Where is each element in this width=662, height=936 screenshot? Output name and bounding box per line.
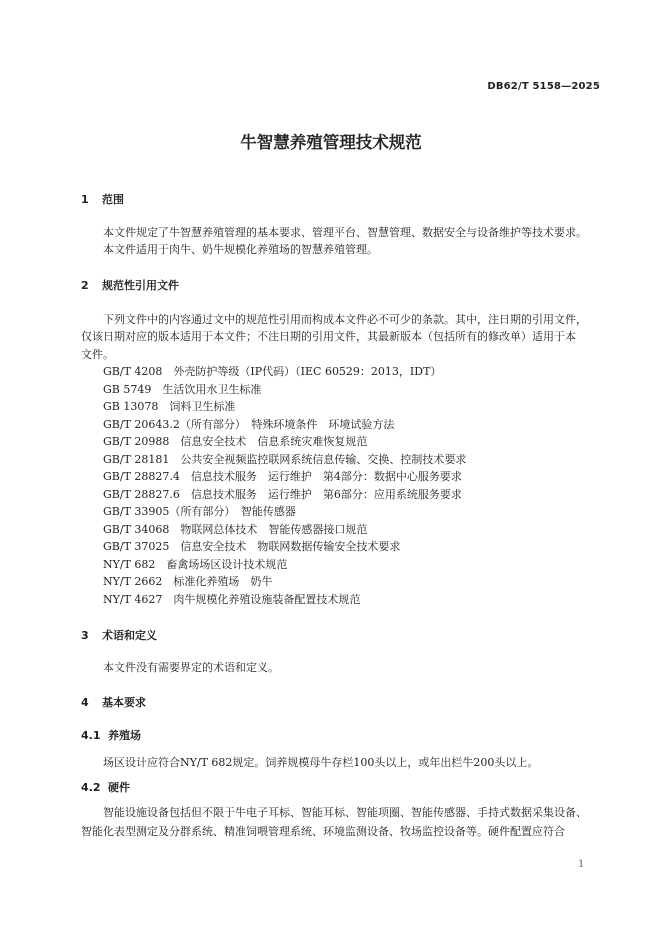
reference-title: 畜禽场场区设计技术规范 xyxy=(166,558,288,571)
reference-item xyxy=(103,591,360,607)
section-3-heading xyxy=(81,627,157,643)
reference-code: NY/T 4627 xyxy=(103,593,163,606)
reference-item xyxy=(103,556,287,572)
reference-item xyxy=(103,363,441,379)
reference-title: 生活饮用水卫生标准 xyxy=(162,383,262,396)
paragraph: 本文件没有需要界定的术语和定义。 xyxy=(103,661,279,674)
reference-code: GB/T 37025 xyxy=(103,540,170,553)
reference-title: 信息安全技术 信息系统灾难恢复规范 xyxy=(180,435,368,448)
section-number: 1 xyxy=(81,193,89,206)
section-number: 3 xyxy=(81,629,89,642)
reference-item xyxy=(103,416,394,432)
reference-code: GB/T 20643.2（所有部分） xyxy=(103,418,241,431)
reference-code: NY/T 2662 xyxy=(103,575,163,588)
reference-title: 信息技术服务 运行维护 第4部分：数据中心服务要求 xyxy=(190,470,462,483)
paragraph: 本文件适用于肉牛、奶牛规模化养殖场的智慧养殖管理。 xyxy=(103,243,378,256)
reference-item xyxy=(103,486,462,502)
reference-code: GB/T 28827.4 xyxy=(103,470,180,483)
reference-code: GB/T 34068 xyxy=(103,523,170,536)
section-title: 术语和定义 xyxy=(102,629,157,642)
paragraph: 场区设计应符合NY/T 682规定。饲养规模母牛存栏100头以上，或年出栏牛200头以上。 xyxy=(103,756,539,769)
reference-item xyxy=(103,433,367,449)
reference-title: 公共安全视频监控联网系统信息传输、交换、控制技术要求 xyxy=(180,453,467,466)
section-title: 基本要求 xyxy=(102,696,146,709)
reference-code: GB/T 28181 xyxy=(103,453,170,466)
reference-item xyxy=(103,468,462,484)
section-number: 2 xyxy=(81,279,89,292)
paragraph: 本文件规定了牛智慧养殖管理的基本要求、管理平台、智慧管理、数据安全与设备维护等技术要求。 xyxy=(103,226,587,239)
reference-title: 外壳防护等级（IP代码）（IEC 60529：2013，IDT） xyxy=(173,365,442,378)
section-2-heading xyxy=(81,277,179,293)
reference-item xyxy=(103,538,400,554)
section-number: 4.2 xyxy=(81,781,101,794)
reference-item xyxy=(103,521,367,537)
reference-item xyxy=(103,381,261,397)
reference-code: GB/T 28827.6 xyxy=(103,488,180,501)
paragraph-line: 下列文件中的内容通过文中的规范性引用而构成本文件必不可少的条款。其中，注日期的引用文件， xyxy=(103,313,587,326)
paragraph-line: 仅该日期对应的版本适用于本文件；不注日期的引用文件，其最新版本（包括所有的修改单）适用于本 xyxy=(81,330,576,343)
paragraph-line: 智能化表型测定及分群系统、精准饲喂管理系统、环境监测设备、牧场监控设备等。硬件配置应符合 xyxy=(81,825,565,838)
reference-item xyxy=(103,451,466,467)
reference-title: 智能传感器 xyxy=(240,505,296,518)
reference-code: GB/T 33905（所有部分） xyxy=(103,505,230,518)
reference-code: GB/T 4208 xyxy=(103,365,163,378)
page-number: 1 xyxy=(578,859,585,870)
reference-item xyxy=(103,398,235,414)
section-title: 养殖场 xyxy=(108,729,141,742)
section-4-2-heading xyxy=(81,779,130,795)
section-title: 规范性引用文件 xyxy=(102,279,179,292)
reference-title: 信息安全技术 物联网数据传输安全技术要求 xyxy=(180,540,401,553)
section-title: 范围 xyxy=(102,193,124,206)
section-number: 4.1 xyxy=(81,729,101,742)
reference-code: GB 5749 xyxy=(103,383,152,396)
reference-title: 物联网总体技术 智能传感器接口规范 xyxy=(180,523,368,536)
document-title: 牛智慧养殖管理技术规范 xyxy=(240,133,422,152)
reference-title: 饲料卫生标准 xyxy=(169,400,236,413)
section-4-heading xyxy=(81,694,146,710)
section-title: 硬件 xyxy=(108,781,130,794)
reference-item xyxy=(103,503,296,519)
reference-code: NY/T 682 xyxy=(103,558,156,571)
reference-title: 信息技术服务 运行维护 第6部分：应用系统服务要求 xyxy=(190,488,462,501)
reference-title: 特殊环境条件 环境试验方法 xyxy=(251,418,395,431)
paragraph-line: 智能设施设备包括但不限于牛电子耳标、智能耳标、智能项圈、智能传感器、手持式数据采集设备、 xyxy=(103,806,587,819)
reference-title: 标准化养殖场 奶牛 xyxy=(173,575,273,588)
paragraph-line: 文件。 xyxy=(81,348,114,361)
reference-code: GB/T 20988 xyxy=(103,435,170,448)
section-number: 4 xyxy=(81,696,89,709)
reference-code: GB 13078 xyxy=(103,400,159,413)
reference-item xyxy=(103,573,272,589)
section-4-1-heading xyxy=(81,727,141,743)
reference-title: 肉牛规模化养殖设施装备配置技术规范 xyxy=(173,593,361,606)
document-number: DB62/T 5158—2025 xyxy=(487,81,600,92)
section-1-heading xyxy=(81,191,124,207)
